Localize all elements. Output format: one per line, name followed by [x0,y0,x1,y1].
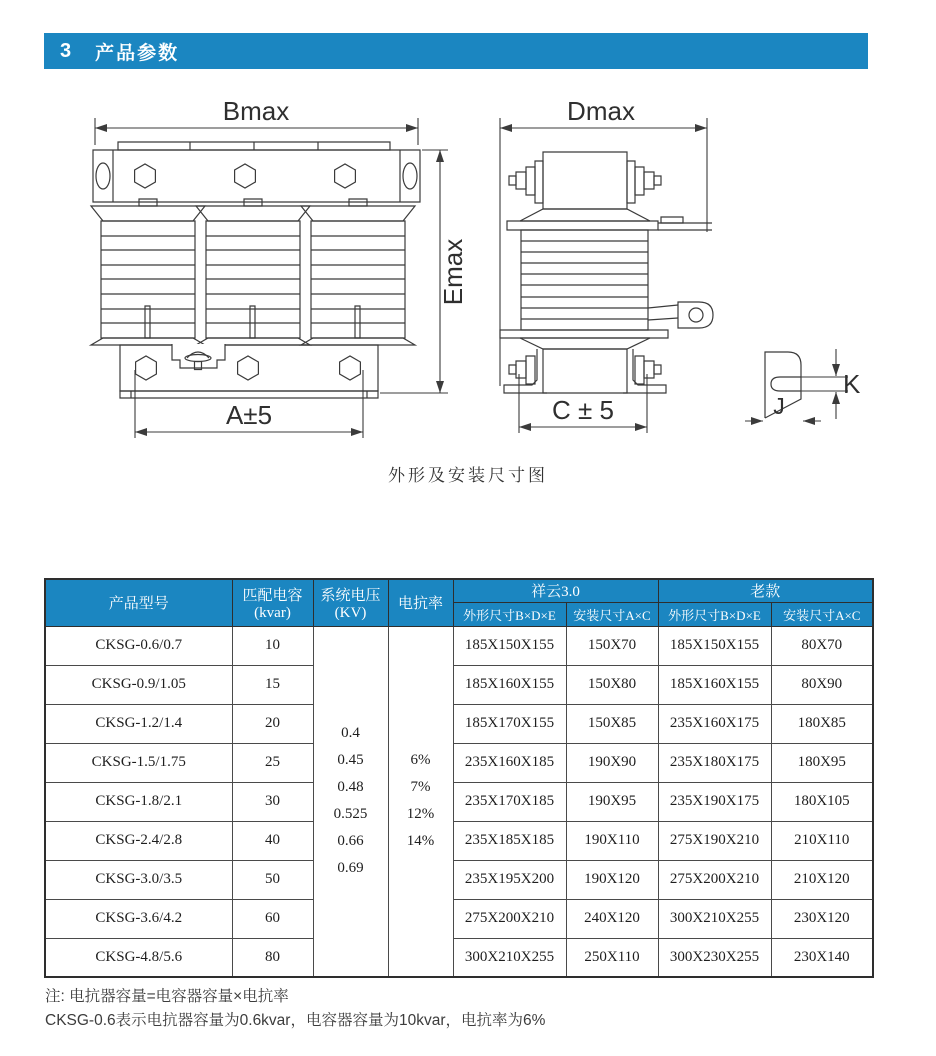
cell-xy-outline: 235X160X185 [453,743,566,782]
cell-xy-outline: 300X210X255 [453,938,566,977]
front-view-drawing [91,96,468,438]
col-header-old-outline: 外形尺寸B×D×E [658,602,771,626]
section-number: 3 [60,39,72,62]
table-row [45,626,873,665]
dim-label-bmax: Bmax [222,96,290,126]
cell-old-outline: 235X160X175 [658,704,771,743]
cell-kvar: 50 [232,860,313,899]
cell-xy-outline: 235X185X185 [453,821,566,860]
cell-kvar: 10 [232,626,313,665]
cell-xy-mount: 190X120 [566,860,658,899]
cell-kvar: 30 [232,782,313,821]
cell-xy-outline: 235X170X185 [453,782,566,821]
table-row [45,704,873,743]
cell-kvar: 25 [232,743,313,782]
bracket-detail-drawing [745,349,861,421]
cell-model: CKSG-3.6/4.2 [45,899,232,938]
cell-reactance-rate: 6% 7% 12% 14% [388,626,453,977]
dim-label-a5: A±5 [225,400,273,430]
cell-old-outline: 235X180X175 [658,743,771,782]
cell-system-voltage: 0.4 0.45 0.48 0.525 0.66 0.69 [313,626,388,977]
cell-model: CKSG-0.9/1.05 [45,665,232,704]
cell-xy-mount: 150X70 [566,626,658,665]
cell-old-mount: 180X95 [771,743,873,782]
dimension-drawing [0,0,936,500]
figure-caption: 外形及安装尺寸图 [388,466,548,485]
cell-model: CKSG-1.5/1.75 [45,743,232,782]
dim-label-c5: C ± 5 [552,395,614,425]
cell-old-mount: 210X110 [771,821,873,860]
cell-old-outline: 235X190X175 [658,782,771,821]
cell-xy-mount: 250X110 [566,938,658,977]
col-header-new-outline: 外形尺寸B×D×E [453,602,566,626]
col-header-voltage: 系统电压 (KV) [313,579,388,626]
dim-label-k: K [843,369,861,399]
cell-xy-mount: 150X80 [566,665,658,704]
cell-kvar: 15 [232,665,313,704]
cell-old-mount: 230X120 [771,899,873,938]
dim-label-j: J [773,393,785,419]
col-header-reactance: 电抗率 [388,579,453,626]
cell-old-outline: 300X210X255 [658,899,771,938]
table-row [45,860,873,899]
cell-old-mount: 80X70 [771,626,873,665]
cell-xy-outline: 235X195X200 [453,860,566,899]
table-row [45,782,873,821]
cell-xy-outline: 185X170X155 [453,704,566,743]
cell-model: CKSG-2.4/2.8 [45,821,232,860]
cell-old-mount: 230X140 [771,938,873,977]
cell-old-outline: 185X150X155 [658,626,771,665]
cell-old-outline: 275X200X210 [658,860,771,899]
cell-kvar: 60 [232,899,313,938]
dim-label-dmax: Dmax [567,96,635,126]
col-header-model: 产品型号 [45,579,232,626]
table-row [45,743,873,782]
cell-xy-outline: 185X150X155 [453,626,566,665]
cell-xy-mount: 190X110 [566,821,658,860]
cell-xy-outline: 275X200X210 [453,899,566,938]
cell-old-mount: 180X105 [771,782,873,821]
col-header-old-mount: 安装尺寸A×C [771,602,873,626]
cell-old-mount: 180X85 [771,704,873,743]
cell-model: CKSG-1.8/2.1 [45,782,232,821]
cell-kvar: 80 [232,938,313,977]
dim-label-emax: Emax [438,238,468,306]
cell-xy-outline: 185X160X155 [453,665,566,704]
col-header-new-mount: 安装尺寸A×C [566,602,658,626]
table-row [45,665,873,704]
cell-model: CKSG-4.8/5.6 [45,938,232,977]
col-header-group-new: 祥云3.0 [453,579,658,602]
table-row [45,899,873,938]
table-row [45,821,873,860]
footnote-example: CKSG-0.6表示电抗器容量为0.6kvar，电容器容量为10kvar，电抗率为6% [45,1012,546,1029]
cell-model: CKSG-3.0/3.5 [45,860,232,899]
cell-old-mount: 210X120 [771,860,873,899]
section-title: 产品参数 [95,42,180,64]
footnote-formula: 注: 电抗器容量=电容器容量×电抗率 [45,988,289,1005]
cell-old-outline: 275X190X210 [658,821,771,860]
cell-xy-mount: 150X85 [566,704,658,743]
cell-old-mount: 80X90 [771,665,873,704]
col-header-group-old: 老款 [658,579,873,602]
cell-xy-mount: 240X120 [566,899,658,938]
cell-kvar: 20 [232,704,313,743]
cell-old-outline: 300X230X255 [658,938,771,977]
cell-old-outline: 185X160X155 [658,665,771,704]
cell-xy-mount: 190X90 [566,743,658,782]
cell-model: CKSG-1.2/1.4 [45,704,232,743]
cell-xy-mount: 190X95 [566,782,658,821]
cell-model: CKSG-0.6/0.7 [45,626,232,665]
spec-table [44,578,874,978]
col-header-capacity: 匹配电容 (kvar) [232,579,313,626]
side-view-drawing [500,96,713,433]
table-row [45,938,873,977]
cell-kvar: 40 [232,821,313,860]
